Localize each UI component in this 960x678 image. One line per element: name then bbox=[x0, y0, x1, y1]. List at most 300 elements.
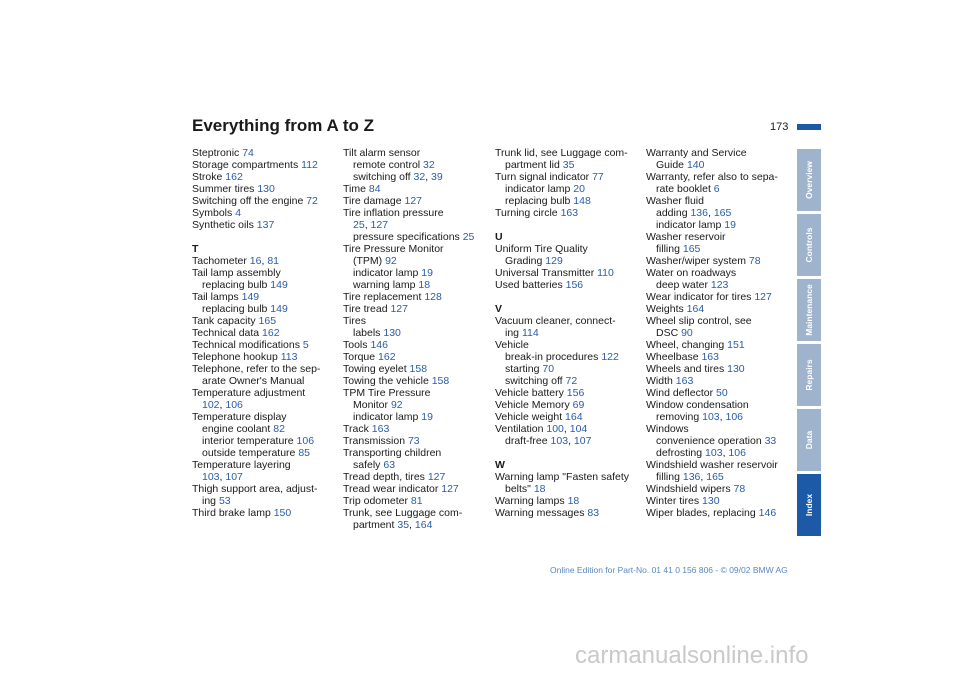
page-reference-link[interactable]: 33 bbox=[764, 435, 777, 447]
side-tab-data[interactable] bbox=[797, 409, 821, 471]
page-reference-link[interactable]: 18 bbox=[418, 279, 431, 291]
index-entry bbox=[646, 147, 778, 159]
page-reference-link[interactable]: 19 bbox=[421, 267, 433, 279]
page-reference-link[interactable]: 130 bbox=[702, 495, 720, 507]
index-term: Grading bbox=[505, 255, 546, 267]
side-tab-index[interactable] bbox=[797, 474, 821, 536]
index-term: Monitor bbox=[353, 399, 391, 411]
index-subentry bbox=[192, 399, 320, 411]
page-reference-link[interactable]: 25 bbox=[462, 231, 475, 243]
page-reference-link[interactable]: 146 bbox=[758, 507, 777, 519]
index-term: Tank capacity bbox=[192, 315, 259, 327]
index-term: Uniform Tire Quality bbox=[495, 243, 588, 255]
page-reference-link[interactable]: 130 bbox=[383, 327, 401, 339]
page-reference-link[interactable]: 137 bbox=[256, 219, 275, 231]
page-reference-link[interactable]: 74 bbox=[242, 147, 254, 159]
index-entry bbox=[343, 339, 474, 351]
index-term: Switching off the engine bbox=[192, 195, 307, 207]
page-reference-link[interactable]: 18 bbox=[567, 495, 580, 507]
index-entry bbox=[495, 411, 629, 423]
page-reference-link[interactable]: 19 bbox=[724, 219, 736, 231]
index-entry bbox=[495, 471, 629, 483]
index-entry bbox=[343, 291, 474, 303]
page-reference-link[interactable]: 128 bbox=[424, 291, 442, 303]
index-term: removing bbox=[656, 411, 703, 423]
index-subentry bbox=[495, 327, 629, 339]
index-term: convenience operation bbox=[656, 435, 765, 447]
page-reference-link[interactable]: 32 bbox=[413, 171, 426, 183]
page-reference-link[interactable]: 150 bbox=[273, 507, 292, 519]
page-reference-link[interactable]: 72 bbox=[306, 195, 318, 207]
index-entry bbox=[646, 351, 778, 363]
index-subentry bbox=[495, 183, 629, 195]
page-reference-link[interactable]: 163 bbox=[701, 351, 719, 363]
index-term: Tires bbox=[343, 315, 366, 327]
index-term: Steptronic bbox=[192, 147, 243, 159]
index-subentry bbox=[495, 483, 629, 495]
index-entry bbox=[192, 327, 320, 339]
index-entry bbox=[495, 387, 629, 399]
index-term: Windows bbox=[646, 423, 689, 435]
index-subentry bbox=[495, 351, 629, 363]
index-entry bbox=[495, 171, 629, 183]
index-entry bbox=[646, 375, 778, 387]
index-letter-heading: U bbox=[495, 231, 503, 243]
index-entry bbox=[192, 315, 320, 327]
index-subentry bbox=[192, 375, 320, 387]
index-entry bbox=[343, 183, 474, 195]
index-term: Towing eyelet bbox=[343, 363, 410, 375]
side-tab-label: Overview bbox=[804, 161, 814, 199]
page-reference-link[interactable]: 127 bbox=[441, 483, 459, 495]
index-term: draft-free bbox=[505, 435, 551, 447]
index-entry bbox=[192, 411, 320, 423]
index-term: indicator lamp bbox=[656, 219, 725, 231]
index-term: Vehicle Memory bbox=[495, 399, 573, 411]
index-entry bbox=[192, 171, 320, 183]
page-reference-link[interactable]: 165 bbox=[682, 243, 701, 255]
index-entry bbox=[192, 339, 320, 351]
index-subentry bbox=[646, 471, 778, 483]
page-reference-link[interactable]: 114 bbox=[521, 327, 539, 339]
index-entry bbox=[343, 195, 474, 207]
page-reference-link[interactable]: 106 bbox=[725, 411, 744, 423]
page-reference-link[interactable]: 32 bbox=[423, 159, 435, 171]
page-reference-link[interactable]: 163 bbox=[371, 423, 390, 435]
index-entry bbox=[646, 399, 778, 411]
index-term: Vehicle battery bbox=[495, 387, 567, 399]
index-term: Time bbox=[343, 183, 369, 195]
index-term: Vacuum cleaner, connect- bbox=[495, 315, 616, 327]
index-entry bbox=[343, 387, 474, 399]
page-reference-link[interactable]: 5 bbox=[302, 339, 309, 351]
page-reference-link[interactable]: 113 bbox=[280, 351, 298, 363]
index-entry bbox=[495, 267, 629, 279]
index-term: Winter tires bbox=[646, 495, 703, 507]
index-entry bbox=[495, 339, 629, 351]
index-entry bbox=[495, 279, 629, 291]
index-subentry bbox=[646, 279, 778, 291]
index-term: rate booklet bbox=[656, 183, 714, 195]
index-entry bbox=[495, 207, 629, 219]
index-entry bbox=[495, 399, 629, 411]
index-subentry bbox=[343, 267, 474, 279]
index-entry bbox=[646, 231, 778, 243]
page-reference-link[interactable]: 83 bbox=[587, 507, 600, 519]
page-reference-link[interactable]: 112 bbox=[301, 159, 318, 171]
index-subentry bbox=[646, 435, 778, 447]
index-term: indicator lamp bbox=[505, 183, 574, 195]
index-term: Temperature display bbox=[192, 411, 287, 423]
index-entry bbox=[495, 147, 629, 159]
page-reference-link[interactable]: 162 bbox=[262, 327, 280, 339]
index-term: Windshield wipers bbox=[646, 483, 734, 495]
page-reference-link[interactable]: 130 bbox=[257, 183, 275, 195]
index-subentry bbox=[343, 231, 474, 243]
page-reference-link[interactable]: 63 bbox=[383, 459, 396, 471]
page-reference-link[interactable]: 92 bbox=[385, 255, 397, 267]
index-term: Tools bbox=[343, 339, 371, 351]
page-number-bar bbox=[797, 124, 821, 130]
page-reference-link[interactable]: 103 bbox=[550, 435, 569, 447]
index-term: break-in procedures bbox=[505, 351, 602, 363]
index-term: Turn signal indicator bbox=[495, 171, 593, 183]
page-reference-link[interactable]: 127 bbox=[390, 303, 408, 315]
index-term: Tail lamps bbox=[192, 291, 242, 303]
index-term: Warning lamps bbox=[495, 495, 568, 507]
index-entry bbox=[343, 507, 474, 519]
page-reference-link[interactable]: 130 bbox=[727, 363, 745, 375]
index-subentry bbox=[495, 159, 629, 171]
page-ref-separator: , bbox=[568, 435, 574, 447]
page-ref-separator: , bbox=[722, 447, 729, 459]
index-term: filling bbox=[656, 471, 683, 483]
index-entry bbox=[343, 375, 474, 387]
page-reference-link[interactable]: 20 bbox=[573, 183, 585, 195]
index-term: Windshield washer reservoir bbox=[646, 459, 778, 471]
index-term: Window condensation bbox=[646, 399, 749, 411]
page-title: Everything from A to Z bbox=[192, 116, 374, 135]
index-term: Towing the vehicle bbox=[343, 375, 432, 387]
index-term: Telephone, refer to the sep- bbox=[192, 363, 321, 375]
index-term: outside temperature bbox=[202, 447, 299, 459]
page-reference-link[interactable]: 73 bbox=[407, 435, 420, 447]
index-entry bbox=[646, 267, 778, 279]
side-tab-repairs[interactable] bbox=[797, 344, 821, 406]
index-term: ing bbox=[505, 327, 522, 339]
index-subentry bbox=[343, 399, 474, 411]
index-term: interior temperature bbox=[202, 435, 297, 447]
index-entry bbox=[192, 219, 320, 231]
page-reference-link[interactable]: 162 bbox=[225, 171, 243, 183]
index-term: replacing bulb bbox=[202, 279, 271, 291]
page-reference-link[interactable]: 84 bbox=[368, 183, 381, 195]
page-reference-link[interactable]: 103 bbox=[202, 471, 220, 483]
index-letter-heading: W bbox=[495, 459, 505, 471]
page-reference-link[interactable]: 164 bbox=[686, 303, 705, 315]
index-entry bbox=[646, 339, 778, 351]
index-column-3 bbox=[495, 147, 629, 519]
page-reference-link[interactable]: 85 bbox=[298, 447, 310, 459]
index-term: filling bbox=[656, 243, 683, 255]
page-reference-link[interactable]: 102 bbox=[202, 399, 220, 411]
page-reference-link[interactable]: 158 bbox=[431, 375, 450, 387]
index-entry bbox=[192, 387, 320, 399]
index-subentry bbox=[495, 195, 629, 207]
page-reference-link[interactable]: 140 bbox=[686, 159, 705, 171]
index-subentry bbox=[646, 183, 778, 195]
index-entry bbox=[343, 483, 474, 495]
page-reference-link[interactable]: 165 bbox=[706, 471, 724, 483]
page-reference-link[interactable]: 148 bbox=[573, 195, 591, 207]
page-reference-link[interactable]: 164 bbox=[565, 411, 583, 423]
index-term: Tire damage bbox=[343, 195, 405, 207]
page-reference-link[interactable]: 78 bbox=[748, 255, 761, 267]
page-reference-link[interactable]: 70 bbox=[542, 363, 555, 375]
index-term: Track bbox=[343, 423, 372, 435]
page-reference-link[interactable]: 77 bbox=[592, 171, 604, 183]
index-subentry bbox=[495, 363, 629, 375]
side-tab-label: Repairs bbox=[804, 359, 814, 391]
index-term: Tread wear indicator bbox=[343, 483, 442, 495]
index-term: Guide bbox=[656, 159, 687, 171]
page-reference-link[interactable]: 149 bbox=[270, 303, 288, 315]
index-term: Washer reservoir bbox=[646, 231, 726, 243]
index-term: DSC bbox=[656, 327, 682, 339]
index-term: deep water bbox=[656, 279, 711, 291]
index-term: arate Owner's Manual bbox=[202, 375, 305, 387]
side-tab-maintenance[interactable] bbox=[797, 279, 821, 341]
page-reference-link[interactable]: 90 bbox=[681, 327, 693, 339]
index-entry bbox=[192, 507, 320, 519]
side-tab-label: Index bbox=[804, 493, 814, 517]
index-term: replacing bulb bbox=[505, 195, 574, 207]
index-entry bbox=[646, 507, 778, 519]
index-term: Third brake lamp bbox=[192, 507, 274, 519]
index-subentry bbox=[343, 159, 474, 171]
index-term: labels bbox=[353, 327, 384, 339]
index-term: adding bbox=[656, 207, 691, 219]
index-entry bbox=[192, 183, 320, 195]
index-subentry bbox=[646, 411, 778, 423]
page-reference-link[interactable]: 18 bbox=[533, 483, 546, 495]
index-term: Telephone hookup bbox=[192, 351, 281, 363]
index-entry bbox=[646, 387, 778, 399]
page-reference-link[interactable]: 165 bbox=[713, 207, 732, 219]
index-term: Tilt alarm sensor bbox=[343, 147, 421, 159]
page-reference-link[interactable]: 164 bbox=[414, 519, 433, 531]
index-subentry bbox=[192, 495, 320, 507]
page-reference-link[interactable]: 104 bbox=[569, 423, 588, 435]
index-term: Tail lamp assembly bbox=[192, 267, 281, 279]
page-reference-link[interactable]: 35 bbox=[562, 159, 575, 171]
page-reference-link[interactable]: 123 bbox=[710, 279, 729, 291]
index-term: replacing bulb bbox=[202, 303, 271, 315]
page-reference-link[interactable]: 107 bbox=[573, 435, 592, 447]
index-entry bbox=[192, 195, 320, 207]
index-term: ing bbox=[202, 495, 219, 507]
index-subentry bbox=[343, 519, 474, 531]
index-entry bbox=[192, 147, 320, 159]
page-reference-link[interactable]: 81 bbox=[267, 255, 279, 267]
page-ref-separator: , bbox=[261, 255, 268, 267]
page-ref-separator: , bbox=[719, 411, 726, 423]
page-reference-link[interactable]: 136 bbox=[690, 207, 708, 219]
index-entry bbox=[192, 255, 320, 267]
index-letter-heading: T bbox=[192, 243, 199, 255]
page-reference-link[interactable]: 149 bbox=[270, 279, 288, 291]
index-term: Tire tread bbox=[343, 303, 391, 315]
page-reference-link[interactable]: 39 bbox=[431, 171, 443, 183]
index-subentry bbox=[343, 255, 474, 267]
page-reference-link[interactable]: 78 bbox=[733, 483, 746, 495]
page-reference-link[interactable]: 122 bbox=[601, 351, 619, 363]
index-term: partment bbox=[353, 519, 398, 531]
page-reference-link[interactable]: 81 bbox=[410, 495, 423, 507]
side-tab-controls[interactable] bbox=[797, 214, 821, 276]
page-ref-separator: , bbox=[700, 471, 707, 483]
index-term: Synthetic oils bbox=[192, 219, 257, 231]
index-term: belts" bbox=[505, 483, 534, 495]
page-reference-link[interactable]: 19 bbox=[421, 411, 433, 423]
index-entry bbox=[646, 495, 778, 507]
index-term: TPM Tire Pressure bbox=[343, 387, 431, 399]
index-subentry bbox=[192, 279, 320, 291]
index-term: safely bbox=[353, 459, 384, 471]
page-reference-link[interactable]: 53 bbox=[218, 495, 231, 507]
index-term: Trip odometer bbox=[343, 495, 411, 507]
side-tab-overview[interactable] bbox=[797, 149, 821, 211]
index-entry bbox=[343, 351, 474, 363]
index-entry bbox=[495, 507, 629, 519]
index-term: Washer/wiper system bbox=[646, 255, 749, 267]
index-entry bbox=[646, 291, 778, 303]
index-entry bbox=[343, 315, 474, 327]
index-entry bbox=[343, 207, 474, 219]
page-reference-link[interactable]: 136 bbox=[682, 471, 701, 483]
index-term: Universal Transmitter bbox=[495, 267, 598, 279]
index-term: Storage compartments bbox=[192, 159, 302, 171]
index-entry bbox=[343, 243, 474, 255]
index-subentry bbox=[343, 459, 474, 471]
index-term: indicator lamp bbox=[353, 267, 422, 279]
page-reference-link[interactable]: 106 bbox=[296, 435, 315, 447]
index-entry bbox=[192, 483, 320, 495]
page-reference-link[interactable]: 82 bbox=[273, 423, 285, 435]
page-reference-link[interactable]: 127 bbox=[404, 195, 423, 207]
page-reference-link[interactable]: 69 bbox=[572, 399, 585, 411]
page-reference-link[interactable]: 127 bbox=[427, 471, 446, 483]
index-subentry bbox=[192, 303, 320, 315]
index-entry bbox=[343, 363, 474, 375]
page-reference-link[interactable]: 103 bbox=[702, 411, 720, 423]
index-entry bbox=[495, 243, 629, 255]
page-reference-link[interactable]: 103 bbox=[705, 447, 723, 459]
page-reference-link[interactable]: 50 bbox=[716, 387, 728, 399]
index-term: Symbols bbox=[192, 207, 236, 219]
index-term: Turning circle bbox=[495, 207, 561, 219]
index-entry bbox=[192, 159, 320, 171]
page-reference-link[interactable]: 110 bbox=[597, 267, 614, 279]
index-subentry bbox=[646, 207, 778, 219]
side-tab-label: Data bbox=[804, 430, 814, 450]
index-term: Wheel slip control, see bbox=[646, 315, 752, 327]
page-reference-link[interactable]: 25 bbox=[353, 219, 365, 231]
index-entry bbox=[343, 447, 474, 459]
index-term: warning lamp bbox=[353, 279, 419, 291]
index-subentry bbox=[646, 447, 778, 459]
index-term: Vehicle weight bbox=[495, 411, 566, 423]
index-term: engine coolant bbox=[202, 423, 274, 435]
index-term: Warranty, refer also to sepa- bbox=[646, 171, 778, 183]
page-reference-link[interactable]: 106 bbox=[728, 447, 746, 459]
index-term: partment lid bbox=[505, 159, 563, 171]
page-reference-link[interactable]: 156 bbox=[565, 279, 584, 291]
page-reference-link[interactable]: 165 bbox=[258, 315, 277, 327]
index-term: Trunk lid, see Luggage com- bbox=[495, 147, 628, 159]
page-reference-link[interactable]: 151 bbox=[727, 339, 745, 351]
index-subentry bbox=[192, 447, 320, 459]
index-subentry bbox=[646, 159, 778, 171]
index-subentry bbox=[192, 471, 320, 483]
index-entry bbox=[495, 495, 629, 507]
index-subentry bbox=[646, 243, 778, 255]
index-entry bbox=[192, 459, 320, 471]
page-reference-link[interactable]: 106 bbox=[225, 399, 243, 411]
page-reference-link[interactable]: 107 bbox=[225, 471, 243, 483]
page-reference-link[interactable]: 72 bbox=[565, 375, 578, 387]
index-subentry bbox=[343, 411, 474, 423]
index-term: (TPM) bbox=[353, 255, 386, 267]
index-term: Warning messages bbox=[495, 507, 588, 519]
index-term: Wear indicator for tires bbox=[646, 291, 755, 303]
page-reference-link[interactable]: 4 bbox=[235, 207, 242, 219]
page-reference-link[interactable]: 158 bbox=[409, 363, 428, 375]
page-reference-link[interactable]: 92 bbox=[390, 399, 403, 411]
index-term: defrosting bbox=[656, 447, 706, 459]
page-reference-link[interactable]: 100 bbox=[546, 423, 564, 435]
index-term: Wheel, changing bbox=[646, 339, 728, 351]
index-term: Summer tires bbox=[192, 183, 258, 195]
page-reference-link[interactable]: 162 bbox=[378, 351, 396, 363]
index-subentry bbox=[495, 375, 629, 387]
index-term: Stroke bbox=[192, 171, 226, 183]
index-term: Tread depth, tires bbox=[343, 471, 428, 483]
page-reference-link[interactable]: 35 bbox=[397, 519, 410, 531]
page-reference-link[interactable]: 163 bbox=[675, 375, 694, 387]
index-entry bbox=[646, 315, 778, 327]
page-reference-link[interactable]: 127 bbox=[370, 219, 389, 231]
page-reference-link[interactable]: 156 bbox=[566, 387, 585, 399]
index-term: Temperature layering bbox=[192, 459, 291, 471]
page-reference-link[interactable]: 6 bbox=[713, 183, 720, 195]
page-reference-link[interactable]: 16 bbox=[249, 255, 262, 267]
page-reference-link[interactable]: 127 bbox=[754, 291, 772, 303]
index-term: remote control bbox=[353, 159, 424, 171]
page-reference-link[interactable]: 129 bbox=[545, 255, 563, 267]
index-term: starting bbox=[505, 363, 543, 375]
index-term: Tire inflation pressure bbox=[343, 207, 444, 219]
page-reference-link[interactable]: 146 bbox=[370, 339, 388, 351]
index-column-2 bbox=[343, 147, 474, 531]
page-ref-separator: , bbox=[219, 399, 226, 411]
index-term: pressure specifications bbox=[353, 231, 463, 243]
index-subentry bbox=[495, 435, 629, 447]
index-entry bbox=[343, 471, 474, 483]
page-reference-link[interactable]: 163 bbox=[560, 207, 579, 219]
index-entry bbox=[192, 363, 320, 375]
page-reference-link[interactable]: 149 bbox=[241, 291, 260, 303]
